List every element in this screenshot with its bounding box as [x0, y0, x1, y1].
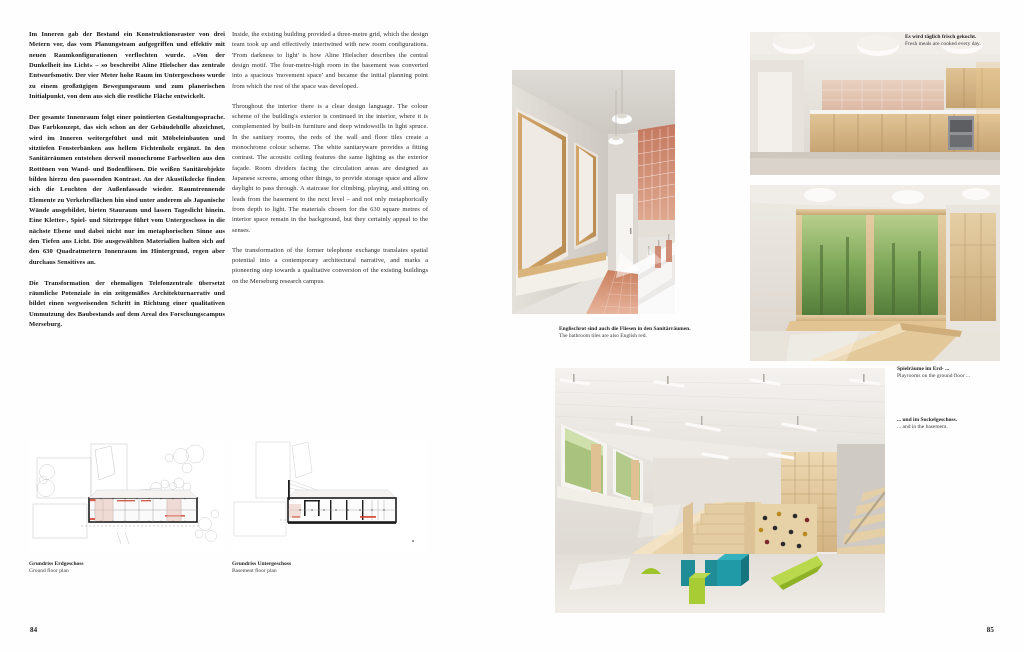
caption-basement: [897, 417, 1007, 432]
photo-group-room: [750, 185, 1000, 361]
caption-playrooms-de: Spielräume im Erd- ...: [897, 366, 950, 372]
photo-sanitary-corridor: [512, 70, 675, 314]
caption-kitchen-en: Fresh meals are cooked every day.: [905, 41, 981, 48]
caption-basement-de: ... und im Sockelgeschoss.: [897, 417, 958, 423]
caption-kitchen: [905, 34, 1005, 49]
german-paragraph-3: Die Transformation der ehemaligen Telefonzentrale übersetzt räumliche Potenziale in ein zeitgemäßes Architekturnarrativ und bildet einen wegweisenden Schritt in Richtung einer qualitativen Ummutzung des Baubestands auf dem Areal des Forschungscampus Merseburg.: [29, 279, 225, 328]
drawing-basement-floor-plan: [232, 440, 428, 552]
photo-basement-movement-space: [555, 368, 885, 613]
english-paragraph-1: Inside, the existing building provided a three-metre grid, which the design team took up and effectively intertwined with new room configurations. 'From darkness to light' is how Aline Hielscher describes the central design motif. The four-metre-high room in the basement was converted into a spacious 'movement space' and became the initial planning point from which the rest of the space was developed.: [232, 31, 428, 90]
caption-plan-basement-de: Grundriss Untergeschoss: [232, 561, 292, 567]
english-paragraph-3: The transformation of the former telephone exchange translates spatial potential into a contemporary architectural narrative, and marks a pioneering step towards a qualitative conversion of the existing buildings on the Merseburg research campus.: [232, 246, 428, 285]
english-text-column: [232, 30, 428, 296]
caption-plan-basement-de-wrap: [232, 561, 422, 576]
caption-playrooms: [897, 366, 1007, 381]
german-text-column: [29, 30, 225, 341]
german-paragraph-2: Der gesamte Innenraum folgt einer pointierten Gestaltungssprache. Das Farbkonzept, das sich schon an der Gebäudehülle abzeichnet, wird im Inneren weitergeführt und mit Möbeleinbauten und sitztiefen Fensterbänken aus hellem Fichtenholz ergänzt. In den Sanitärräumen entstehen derweil monochrome Farbwelten aus den Rottönen von Wand- und Bodenfliesen. Die weißen Sanitärobjekte bilden hierzu den passenden Kontrast. An der Akustikdecke finden sich die Leuchten der Außenfassade wieder. Raumtrennende Elemente zu Verkehrsflächen hin sind unter anderem als Japanische Wände ausgebildet, bieten Stauraum und lassen Tageslicht hinein. Eine Kletter-, Spiel- und Sitztreppe führt vom Untergeschoss in die nächste Ebene und dabei nicht nur im metaphorischen Sinne aus den Tiefen ans Licht. Die ausgewählten Materialien halten sich auf den 630 Quadratmetern Innenraum im Hintergrund, regen aber durchaus Sensitives an.: [29, 113, 225, 266]
caption-plan-ground-de: Grundriss Erdgeschoss: [29, 561, 84, 567]
caption-playrooms-en: Playrooms on the ground floor ...: [897, 373, 971, 380]
caption-kitchen-de: Es wird täglich frisch gekocht.: [905, 34, 977, 40]
page-number-left: 84: [30, 626, 38, 634]
caption-sanitary: [559, 326, 709, 341]
german-paragraph-1: Im Inneren gab der Bestand ein Konstruktionsraster von drei Metern vor, das vom Planungsteam aufgegriffen und effektiv mit neuen Raumkonfigurationen verflochten wurde. »Von der Dunkelheit ins Licht« – so beschreibt Aline Hielscher das zentrale Entwurfsmotiv. Der vier Meter hohe Raum im Untergeschoss wurde zu einem großzügigen Bewegungsraum und zum planerischen Initialpunkt, von dem aus sich die restliche Fläche entwickelt.: [29, 31, 225, 101]
caption-plan-basement-en: Basement floor plan: [232, 568, 277, 575]
english-paragraph-2: Throughout the interior there is a clear design language. The colour scheme of the building's exterior is continued in the interior, where it is complemented by built-in furniture and deep windowsills in light spruce. In the sanitary rooms, the reds of the wall and floor tiles create a monochrome colour scheme. The white sanitaryware provides a fitting contrast. The acoustic ceiling features the same lighting as the exterior façade. Room dividers facing the circulation areas are designed as Japanese screens, among other things, to provide storage space and allow daylight to pass through. A staircase for climbing, playing, and sitting on leads from the basement to the next level – and not only metaphorically from depth to light. The materials chosen for the 630 square metres of interior space remain in the background, but they certainly appeal to the senses.: [232, 102, 428, 234]
spread-gutter: [512, 0, 513, 652]
caption-plan-ground-floor: [29, 561, 219, 576]
caption-sanitary-en: The bathroom tiles are also English red.: [559, 333, 647, 340]
caption-basement-en: ... and in the basement.: [897, 424, 948, 431]
page-number-right: 85: [986, 626, 994, 634]
drawing-ground-floor-plan: [29, 440, 225, 552]
caption-sanitary-de: Englischrot sind auch die Fliesen in den Sanitärräumen.: [559, 326, 691, 332]
photo-kitchen: [750, 32, 1000, 175]
caption-plan-ground-en: Ground floor plan: [29, 568, 69, 575]
